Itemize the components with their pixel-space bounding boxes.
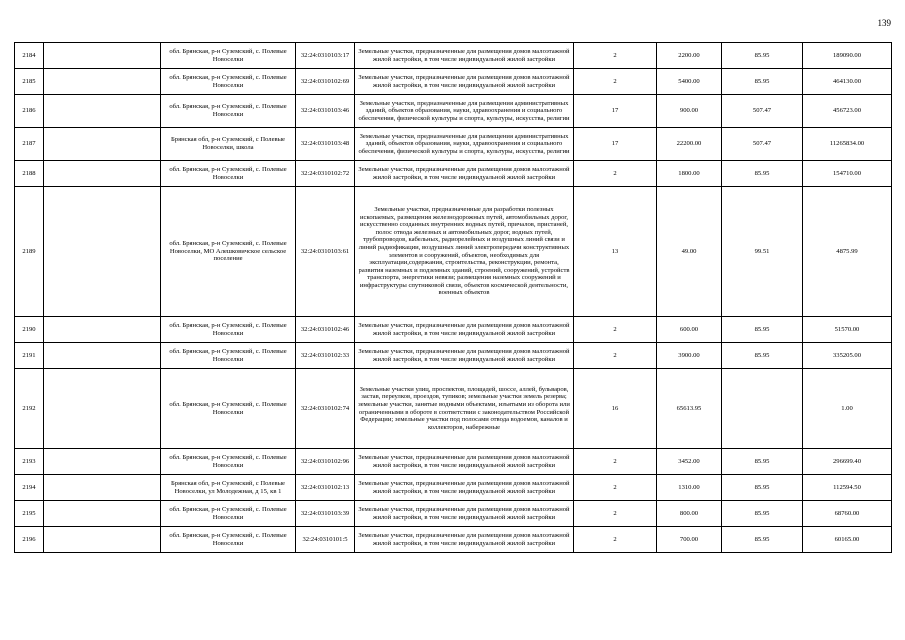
address-cell: обл. Брянская, р-н Суземский, с. Полевые Новоселки bbox=[161, 95, 296, 128]
cadastral-number: 32:24:0310103:61 bbox=[296, 187, 355, 317]
specific-value: 85.95 bbox=[722, 43, 803, 69]
land-use-description: Земельные участки, предназначенные для размещения административных зданий, объектов образования, науки, здравоохранения и социального обеспечения, физической культуры и спорта, культуры, искусства, религии bbox=[355, 95, 574, 128]
cadastral-value: 51570.00 bbox=[803, 317, 892, 343]
empty-cell bbox=[44, 187, 161, 317]
empty-cell bbox=[44, 43, 161, 69]
land-use-code: 2 bbox=[574, 449, 657, 475]
specific-value: 85.95 bbox=[722, 161, 803, 187]
page-number: 139 bbox=[877, 18, 891, 28]
address-cell: обл. Брянская, р-н Суземский, с. Полевые Новоселки, МО Алешковичское сельское поселение bbox=[161, 187, 296, 317]
land-use-description: Земельные участки, предназначенные для размещения домов малоэтажной жилой застройки, в том числе индивидуальной жилой застройки bbox=[355, 43, 574, 69]
address-cell: Брянская обл, р-н Суземский, с Полевые Новоселки, ул Молодежная, д 15, кв 1 bbox=[161, 475, 296, 501]
land-use-code: 2 bbox=[574, 69, 657, 95]
cadastral-number: 32:24:0310103:46 bbox=[296, 95, 355, 128]
empty-cell bbox=[44, 128, 161, 161]
row-number: 2196 bbox=[15, 527, 44, 553]
land-use-code: 2 bbox=[574, 317, 657, 343]
cadastral-value: 296699.40 bbox=[803, 449, 892, 475]
cadastral-number: 32:24:0310102:96 bbox=[296, 449, 355, 475]
area-value: 22200.00 bbox=[657, 128, 722, 161]
empty-cell bbox=[44, 343, 161, 369]
specific-value: 85.95 bbox=[722, 475, 803, 501]
cadastral-value: 11265834.00 bbox=[803, 128, 892, 161]
row-number: 2185 bbox=[15, 69, 44, 95]
land-use-code: 13 bbox=[574, 187, 657, 317]
land-use-code: 2 bbox=[574, 343, 657, 369]
specific-value bbox=[722, 369, 803, 449]
address-cell: обл. Брянская, р-н Суземский, с. Полевые Новоселки bbox=[161, 449, 296, 475]
address-cell: обл. Брянская, р-н Суземский, с. Полевые Новоселки bbox=[161, 343, 296, 369]
cadastral-number: 32:24:0310101:5 bbox=[296, 527, 355, 553]
area-value: 800.00 bbox=[657, 501, 722, 527]
area-value: 900.00 bbox=[657, 95, 722, 128]
empty-cell bbox=[44, 527, 161, 553]
cadastral-value: 68760.00 bbox=[803, 501, 892, 527]
land-use-code: 17 bbox=[574, 95, 657, 128]
land-use-description: Земельные участки, предназначенные для размещения домов малоэтажной жилой застройки, в том числе индивидуальной жилой застройки bbox=[355, 449, 574, 475]
table-row bbox=[15, 501, 892, 527]
cadastral-value: 189090.00 bbox=[803, 43, 892, 69]
row-number: 2188 bbox=[15, 161, 44, 187]
table-row bbox=[15, 161, 892, 187]
land-use-description: Земельные участки, предназначенные для разработки полезных ископаемых, размещения железнодорожных путей, автомобильных дорог, искусственно созданных внутренних водных путей, причалов, пристаней, полос отвода железных и автомобильных дорог, водных путей, трубопроводов, кабельных, радиорелейных и воздушных линий связи и линий радиофикации, воздушных линий электропередачи конструктивных элементов и сооружений, объектов, необходимых для эксплуатации,содержания, строительства, реконструкции, ремонта, развития наземных и подземных зданий, строений, сооружений, устройств транспорта, энергетики невязи; размещения наземных сооружений и инфраструктуры спутниковой связи, объектов космической деятельности, военных объектов bbox=[355, 187, 574, 317]
cadastral-number: 32:24:0310102:46 bbox=[296, 317, 355, 343]
land-use-description: Земельные участки, предназначенные для размещения домов малоэтажной жилой застройки, в том числе индивидуальной жилой застройки bbox=[355, 69, 574, 95]
land-use-description: Земельные участки, предназначенные для размещения домов малоэтажной жилой застройки, в том числе индивидуальной жилой застройки bbox=[355, 317, 574, 343]
table-row bbox=[15, 475, 892, 501]
table-row bbox=[15, 69, 892, 95]
address-cell: обл. Брянская, р-н Суземский, с. Полевые Новоселки bbox=[161, 527, 296, 553]
land-use-code: 2 bbox=[574, 527, 657, 553]
table-row bbox=[15, 43, 892, 69]
empty-cell bbox=[44, 161, 161, 187]
land-use-description: Земельные участки, предназначенные для размещения домов малоэтажной жилой застройки, в том числе индивидуальной жилой застройки bbox=[355, 161, 574, 187]
area-value: 65613.95 bbox=[657, 369, 722, 449]
specific-value: 99.51 bbox=[722, 187, 803, 317]
land-use-description: Земельные участки, предназначенные для размещения домов малоэтажной жилой застройки, в том числе индивидуальной жилой застройки bbox=[355, 501, 574, 527]
table-row bbox=[15, 95, 892, 128]
cadastral-number: 32:24:0310103:39 bbox=[296, 501, 355, 527]
land-use-code: 2 bbox=[574, 501, 657, 527]
cadastral-number: 32:24:0310102:74 bbox=[296, 369, 355, 449]
table-row bbox=[15, 527, 892, 553]
land-use-code: 2 bbox=[574, 475, 657, 501]
empty-cell bbox=[44, 449, 161, 475]
area-value: 600.00 bbox=[657, 317, 722, 343]
land-use-description: Земельные участки, предназначенные для размещения домов малоэтажной жилой застройки, в том числе индивидуальной жилой застройки bbox=[355, 527, 574, 553]
table-body bbox=[15, 43, 892, 553]
land-use-description: Земельные участки улиц, проспектов, площадей, шоссе, аллей, бульваров, застав, переулков, проездов, тупиков; земельные участки земель резерва; земельные участки, занятые водными объектами, изъятыми из оборота или ограниченными в обороте в соответствии с законодательством Российской Федерации; земельные участки под полосами отвода водоемов, каналов и коллекторов, набережные bbox=[355, 369, 574, 449]
row-number: 2190 bbox=[15, 317, 44, 343]
empty-cell bbox=[44, 475, 161, 501]
row-number: 2193 bbox=[15, 449, 44, 475]
area-value: 49.00 bbox=[657, 187, 722, 317]
land-use-description: Земельные участки, предназначенные для размещения домов малоэтажной жилой застройки, в том числе индивидуальной жилой застройки bbox=[355, 475, 574, 501]
cadastral-number: 32:24:0310103:48 bbox=[296, 128, 355, 161]
land-use-code: 16 bbox=[574, 369, 657, 449]
specific-value: 507.47 bbox=[722, 95, 803, 128]
table-row bbox=[15, 369, 892, 449]
row-number: 2187 bbox=[15, 128, 44, 161]
row-number: 2194 bbox=[15, 475, 44, 501]
specific-value: 85.95 bbox=[722, 527, 803, 553]
cadastral-value: 456723.00 bbox=[803, 95, 892, 128]
address-cell: обл. Брянская, р-н Суземский, с. Полевые Новоселки bbox=[161, 161, 296, 187]
row-number: 2186 bbox=[15, 95, 44, 128]
specific-value: 85.95 bbox=[722, 69, 803, 95]
cadastral-number: 32:24:0310102:33 bbox=[296, 343, 355, 369]
land-use-code: 2 bbox=[574, 161, 657, 187]
empty-cell bbox=[44, 69, 161, 95]
cadastral-number: 32:24:0310103:17 bbox=[296, 43, 355, 69]
area-value: 700.00 bbox=[657, 527, 722, 553]
table-row bbox=[15, 449, 892, 475]
address-cell: обл. Брянская, р-н Суземский, с. Полевые Новоселки bbox=[161, 501, 296, 527]
empty-cell bbox=[44, 95, 161, 128]
cadastral-value-table bbox=[14, 42, 892, 553]
specific-value: 85.95 bbox=[722, 501, 803, 527]
empty-cell bbox=[44, 317, 161, 343]
row-number: 2189 bbox=[15, 187, 44, 317]
area-value: 3900.00 bbox=[657, 343, 722, 369]
cadastral-value: 335205.00 bbox=[803, 343, 892, 369]
table-row bbox=[15, 343, 892, 369]
address-cell: обл. Брянская, р-н Суземский, с. Полевые Новоселки bbox=[161, 317, 296, 343]
area-value: 1800.00 bbox=[657, 161, 722, 187]
land-use-code: 2 bbox=[574, 43, 657, 69]
area-value: 3452.00 bbox=[657, 449, 722, 475]
row-number: 2195 bbox=[15, 501, 44, 527]
row-number: 2191 bbox=[15, 343, 44, 369]
address-cell: обл. Брянская, р-н Суземский, с. Полевые Новоселки bbox=[161, 369, 296, 449]
empty-cell bbox=[44, 501, 161, 527]
cadastral-value: 154710.00 bbox=[803, 161, 892, 187]
cadastral-value: 60165.00 bbox=[803, 527, 892, 553]
land-use-description: Земельные участки, предназначенные для размещения домов малоэтажной жилой застройки, в том числе индивидуальной жилой застройки bbox=[355, 343, 574, 369]
address-cell: обл. Брянская, р-н Суземский, с. Полевые Новоселки bbox=[161, 69, 296, 95]
row-number: 2192 bbox=[15, 369, 44, 449]
land-use-code: 17 bbox=[574, 128, 657, 161]
cadastral-number: 32:24:0310102:69 bbox=[296, 69, 355, 95]
specific-value: 507.47 bbox=[722, 128, 803, 161]
table-row bbox=[15, 317, 892, 343]
cadastral-value: 464130.00 bbox=[803, 69, 892, 95]
specific-value: 85.95 bbox=[722, 343, 803, 369]
cadastral-value: 4875.99 bbox=[803, 187, 892, 317]
area-value: 5400.00 bbox=[657, 69, 722, 95]
table-row bbox=[15, 187, 892, 317]
row-number: 2184 bbox=[15, 43, 44, 69]
empty-cell bbox=[44, 369, 161, 449]
cadastral-value: 112594.50 bbox=[803, 475, 892, 501]
cadastral-number: 32:24:0310102:72 bbox=[296, 161, 355, 187]
area-value: 1310.00 bbox=[657, 475, 722, 501]
land-use-description: Земельные участки, предназначенные для размещения административных зданий, объектов образования, науки, здравоохранения и социального обеспечения, физической культуры и спорта, культуры, искусства, религии bbox=[355, 128, 574, 161]
cadastral-value: 1.00 bbox=[803, 369, 892, 449]
cadastral-number: 32:24:0310102:13 bbox=[296, 475, 355, 501]
address-cell: обл. Брянская, р-н Суземский, с. Полевые Новоселки bbox=[161, 43, 296, 69]
specific-value: 85.95 bbox=[722, 449, 803, 475]
area-value: 2200.00 bbox=[657, 43, 722, 69]
address-cell: Брянская обл, р-н Суземский, с Полевые Новоселки, школа bbox=[161, 128, 296, 161]
specific-value: 85.95 bbox=[722, 317, 803, 343]
table-row bbox=[15, 128, 892, 161]
